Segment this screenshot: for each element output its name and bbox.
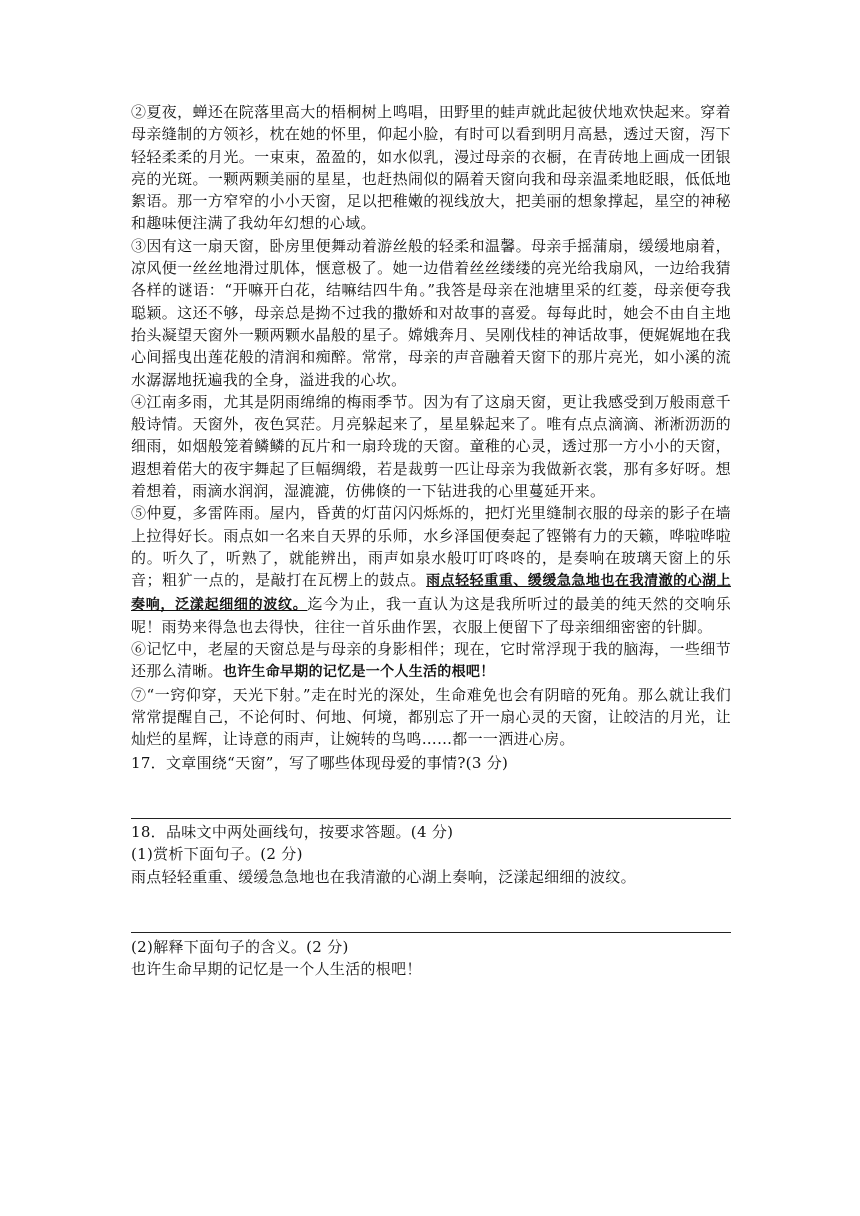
question-18-part-2-text: (2)解释下面句子的含义。(2 分) xyxy=(131,937,349,956)
answer-space-17 xyxy=(131,774,731,818)
paragraph-7-text: ⑦“一窍仰穿，天光下射。”走在时光的深处，生命难免也会有阴暗的死角。那么就让我们常常提醒自己，不论何时、何地、何境，都别忘了开一扇心灵的天窗，让皎洁的月光，让灿烂的星辉，让诗意的雨声，让婉转的鸟鸣……都一一洒进心房。 xyxy=(131,685,731,749)
question-18-part-2-sentence-text: 也许生命早期的记忆是一个人生活的根吧！ xyxy=(131,960,422,979)
question-18-part-1-text: (1)赏析下面句子。(2 分) xyxy=(131,845,303,864)
answer-line-18-1 xyxy=(131,932,731,933)
question-18-part-2-sentence xyxy=(131,958,731,980)
question-18-text: 18．品味文中两处画线句，按要求答题。(4 分) xyxy=(131,822,454,841)
paragraph-5 xyxy=(131,502,731,638)
question-17 xyxy=(131,752,731,774)
paragraph-3 xyxy=(131,235,731,391)
question-17-text: 17．文章围绕“天窗”，写了哪些体现母爱的事情?(3 分) xyxy=(131,753,509,772)
paragraph-5-text-after: 迄今为止，我一直认为这是我所听过的最美的纯天然的交响乐呢！雨势来得急也去得快，往往一首乐曲作罢，衣服上便留下了母亲细细密密的针脚。 xyxy=(131,594,731,636)
underlined-sentence-1: 雨点轻轻重重、缓缓急急地也在我清澈的心湖上奏响，泛漾起细细的波纹。 xyxy=(131,573,731,613)
question-18-part-1-sentence-text: 雨点轻轻重重、缓缓急急地也在我清澈的心湖上奏响，泛漾起细细的波纹。 xyxy=(131,867,636,886)
answer-line-17 xyxy=(131,818,731,819)
paragraph-4 xyxy=(131,391,731,502)
question-18-part-1-sentence xyxy=(131,866,731,888)
paragraph-3-text: ③因有这一扇天窗，卧房里便舞动着游丝般的轻柔和温馨。母亲手摇蒲扇，缓缓地扇着，凉风便一丝丝地滑过肌体，惬意极了。她一边借着丝丝缕缕的亮光给我扇风，一边给我猜各样的谜语：“开嘛开白花，结嘛结四牛角。”我答是母亲在池塘里采的红菱，母亲便夸我聪颖。这还不够，母亲总是拗不过我的撒娇和对故事的喜爱。每每此时，她会不由自主地抬头凝望天窗外一颗两颗水晶般的星子。嫦娥奔月、吴刚伐桂的神话故事，便娓娓地在我心间摇曳出莲花般的清润和痴醉。常常，母亲的声音融着天窗下的那片亮光，如小溪的流水潺潺地抚遍我的全身，溢进我的心坎。 xyxy=(131,236,731,389)
bold-sentence-2: 也许生命早期的记忆是一个人生活的根吧！ xyxy=(222,664,495,681)
paragraph-2-text: ②夏夜，蝉还在院落里高大的梧桐树上鸣唱，田野里的蛙声就此起彼伏地欢快起来。穿着母亲缝制的方领衫，枕在她的怀里，仰起小脸，有时可以看到明月高悬，透过天窗，泻下轻轻柔柔的月光。一束束，盈盈的，如水似乳，漫过母亲的衣橱，在青砖地上画成一团银亮的光斑。一颗两颗美丽的星星，也赶热闹似的隔着天窗向我和母亲温柔地眨眼，低低地絮语。那一方窄窄的小小天窗，足以把稚嫩的视线放大，把美丽的想象撑起，星空的神秘和趣味便注满了我幼年幻想的心域。 xyxy=(131,103,731,233)
paragraph-4-text: ④江南多雨，尤其是阴雨绵绵的梅雨季节。因为有了这扇天窗，更让我感受到万般雨意千般诗情。天窗外，夜色冥茫。月亮躲起来了，星星躲起来了。唯有点点滴滴、淅淅沥沥的细雨，如烟般笼着鳞鳞的瓦片和一扇玲珑的天窗。童稚的心灵，透过那一方小小的天窗，遐想着偌大的夜宇舞起了巨幅绸缎，若是裁剪一匹让母亲为我做新衣裳，那有多好呀。想着想着，雨滴水润润，湿漉漉，仿佛倏的一下钻进我的心里蔓延开来。 xyxy=(131,392,731,501)
paragraph-7 xyxy=(131,684,731,751)
question-18-part-2 xyxy=(131,936,731,958)
document-page xyxy=(131,101,731,980)
paragraph-2 xyxy=(131,101,731,235)
question-18-part-1 xyxy=(131,843,731,865)
question-18 xyxy=(131,821,731,843)
answer-space-18-1 xyxy=(131,888,731,932)
paragraph-6-text-before: ⑥记忆中，老屋的天窗总是与母亲的身影相伴；现在，它时常浮现于我的脑海，一些细节还那么清晰。 xyxy=(131,640,731,681)
paragraph-5-text-before: ⑤仲夏，多雷阵雨。屋内，昏黄的灯苗闪闪烁烁的，把灯光里缝制衣服的母亲的影子在墙上拉得好长。雨点如一名来自天界的乐师，水乡泽国便奏起了铿锵有力的天籁，哗啦哗啦的。听久了，听熟了，就能辨出，雨声如泉水般叮叮咚咚的，是奏响在玻璃天窗上的乐音；粗犷一点的，是敲打在瓦楞上的鼓点。 xyxy=(131,504,731,590)
paragraph-6 xyxy=(131,638,731,684)
